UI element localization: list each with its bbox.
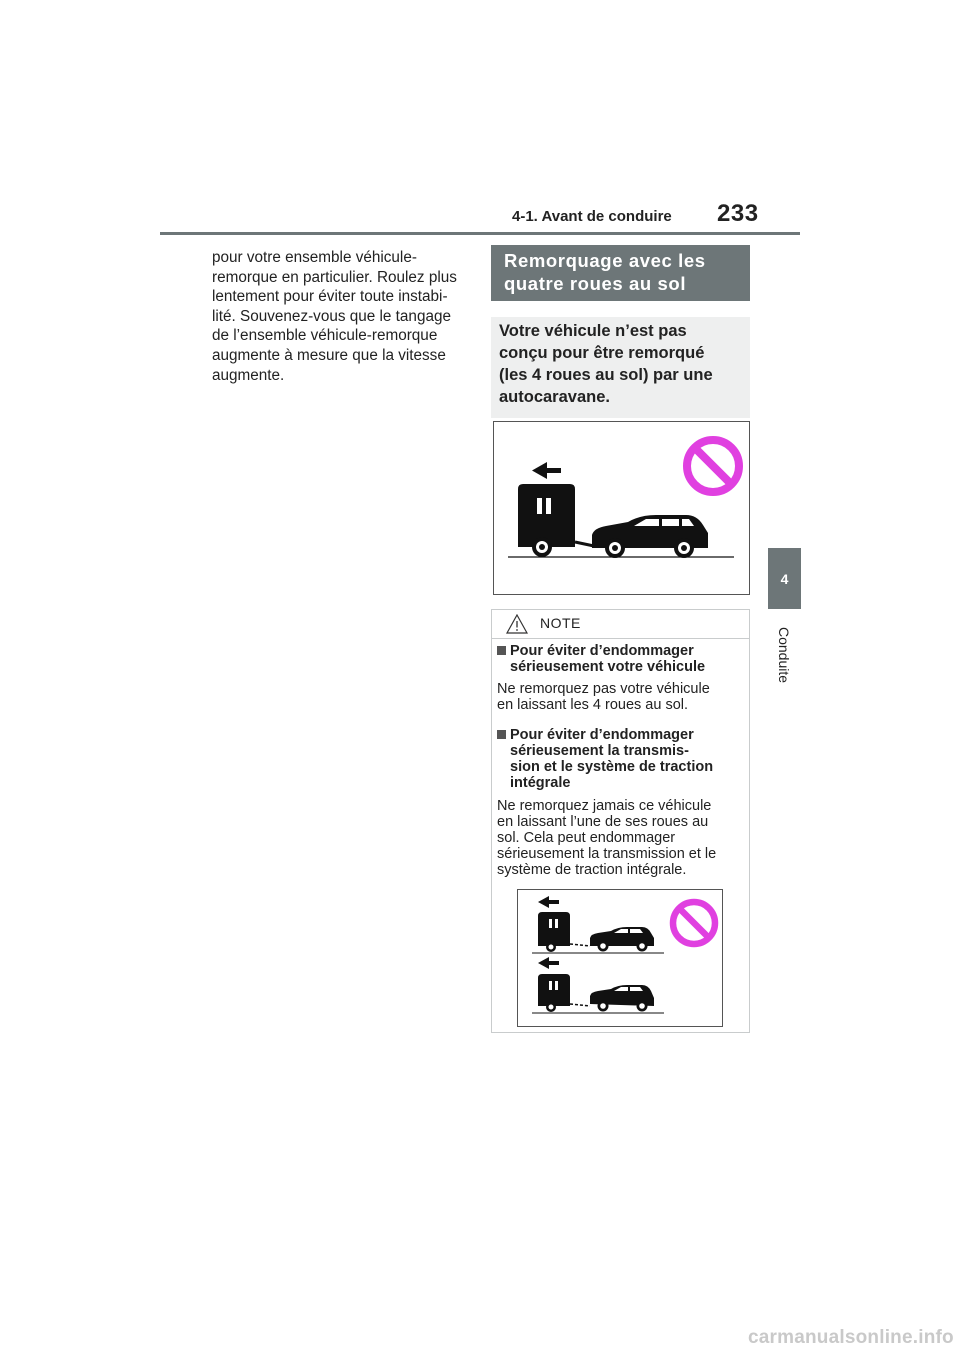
chapter-number: 4: [780, 570, 789, 587]
chapter-label: [764, 620, 804, 690]
square-bullet-icon: [497, 730, 506, 739]
arrow-left-icon: [538, 896, 559, 908]
arrow-left-icon: [532, 462, 561, 479]
body-line: pour votre ensemble véhicule-: [212, 249, 417, 266]
note-body-line: en laissant les 4 roues au sol.: [497, 697, 689, 713]
section-title: [504, 249, 744, 295]
section-title-line: Remorquage avec les: [504, 250, 706, 271]
body-line: lentement pour éviter toute instabi-: [212, 288, 448, 306]
note-heading-line: sion et le système de traction: [510, 759, 714, 775]
note-body-line: en laissant l’une de ses roues au: [497, 814, 709, 830]
note-body-line: système de traction intégrale.: [497, 862, 687, 878]
note-heading-line: sérieusement votre véhicule: [510, 659, 706, 675]
info-line: (les 4 roues au sol) par une: [499, 366, 713, 384]
section-header: 4-1. Avant de conduire: [512, 208, 672, 225]
note-body: [497, 798, 742, 878]
prohibited-icon: [673, 902, 715, 944]
note-heading-line: Pour éviter d’endommager: [510, 727, 694, 743]
info-box-text: [499, 320, 744, 408]
towing-illustration-svg: [494, 422, 751, 596]
body-line: lité. Souvenez-vous que le tangage: [212, 307, 451, 325]
note-body-line: sérieusement la transmission et le: [497, 846, 717, 862]
note-heading: [497, 643, 742, 675]
body-line: remorque en particulier. Roulez plus: [212, 268, 457, 286]
chapter-tab: [768, 548, 801, 609]
chapter-label-text: Conduite: [776, 626, 792, 684]
info-line: Votre véhicule n’est pas: [499, 322, 687, 340]
towing-illustration-partial: [517, 889, 723, 1027]
note-body: [497, 681, 742, 713]
motorhome-icon: [538, 912, 590, 952]
prohibited-icon: [687, 440, 739, 492]
note-title: NOTE: [540, 615, 581, 631]
arrow-left-icon: [538, 957, 559, 969]
note-header: [492, 610, 749, 639]
page-number: 233: [717, 200, 759, 227]
body-line: augmente à mesure que la vitesse: [212, 346, 446, 364]
towing-illustration-partial-svg: [518, 890, 724, 1028]
note-heading-line: intégrale: [510, 775, 571, 791]
info-line: conçu pour être remorqué: [499, 344, 705, 362]
towing-illustration-motorhome: [493, 421, 750, 595]
suv-icon: [592, 515, 708, 558]
suv-icon: [590, 985, 654, 1012]
warning-triangle-icon: [506, 614, 528, 634]
body-paragraph: [212, 248, 470, 385]
note-heading-line: Pour éviter d’endommager: [510, 643, 694, 659]
square-bullet-icon: [497, 646, 506, 655]
note-body-line: Ne remorquez jamais ce véhicule: [497, 798, 712, 814]
watermark: carmanualsonline.info: [748, 1327, 954, 1348]
body-line: de l’ensemble véhicule-remorque: [212, 327, 438, 345]
info-line: autocaravane.: [499, 388, 610, 406]
note-heading-line: sérieusement la transmis-: [510, 743, 689, 759]
suv-icon: [590, 927, 654, 952]
note-body-line: Ne remorquez pas votre véhicule: [497, 681, 710, 697]
header-rule: [160, 232, 800, 235]
note-body-line: sol. Cela peut endommager: [497, 830, 676, 846]
note-heading: [497, 727, 742, 791]
body-line: augmente.: [212, 366, 285, 384]
motorhome-icon: [518, 484, 594, 557]
section-title-line: quatre roues au sol: [504, 273, 687, 294]
motorhome-icon: [538, 974, 590, 1012]
